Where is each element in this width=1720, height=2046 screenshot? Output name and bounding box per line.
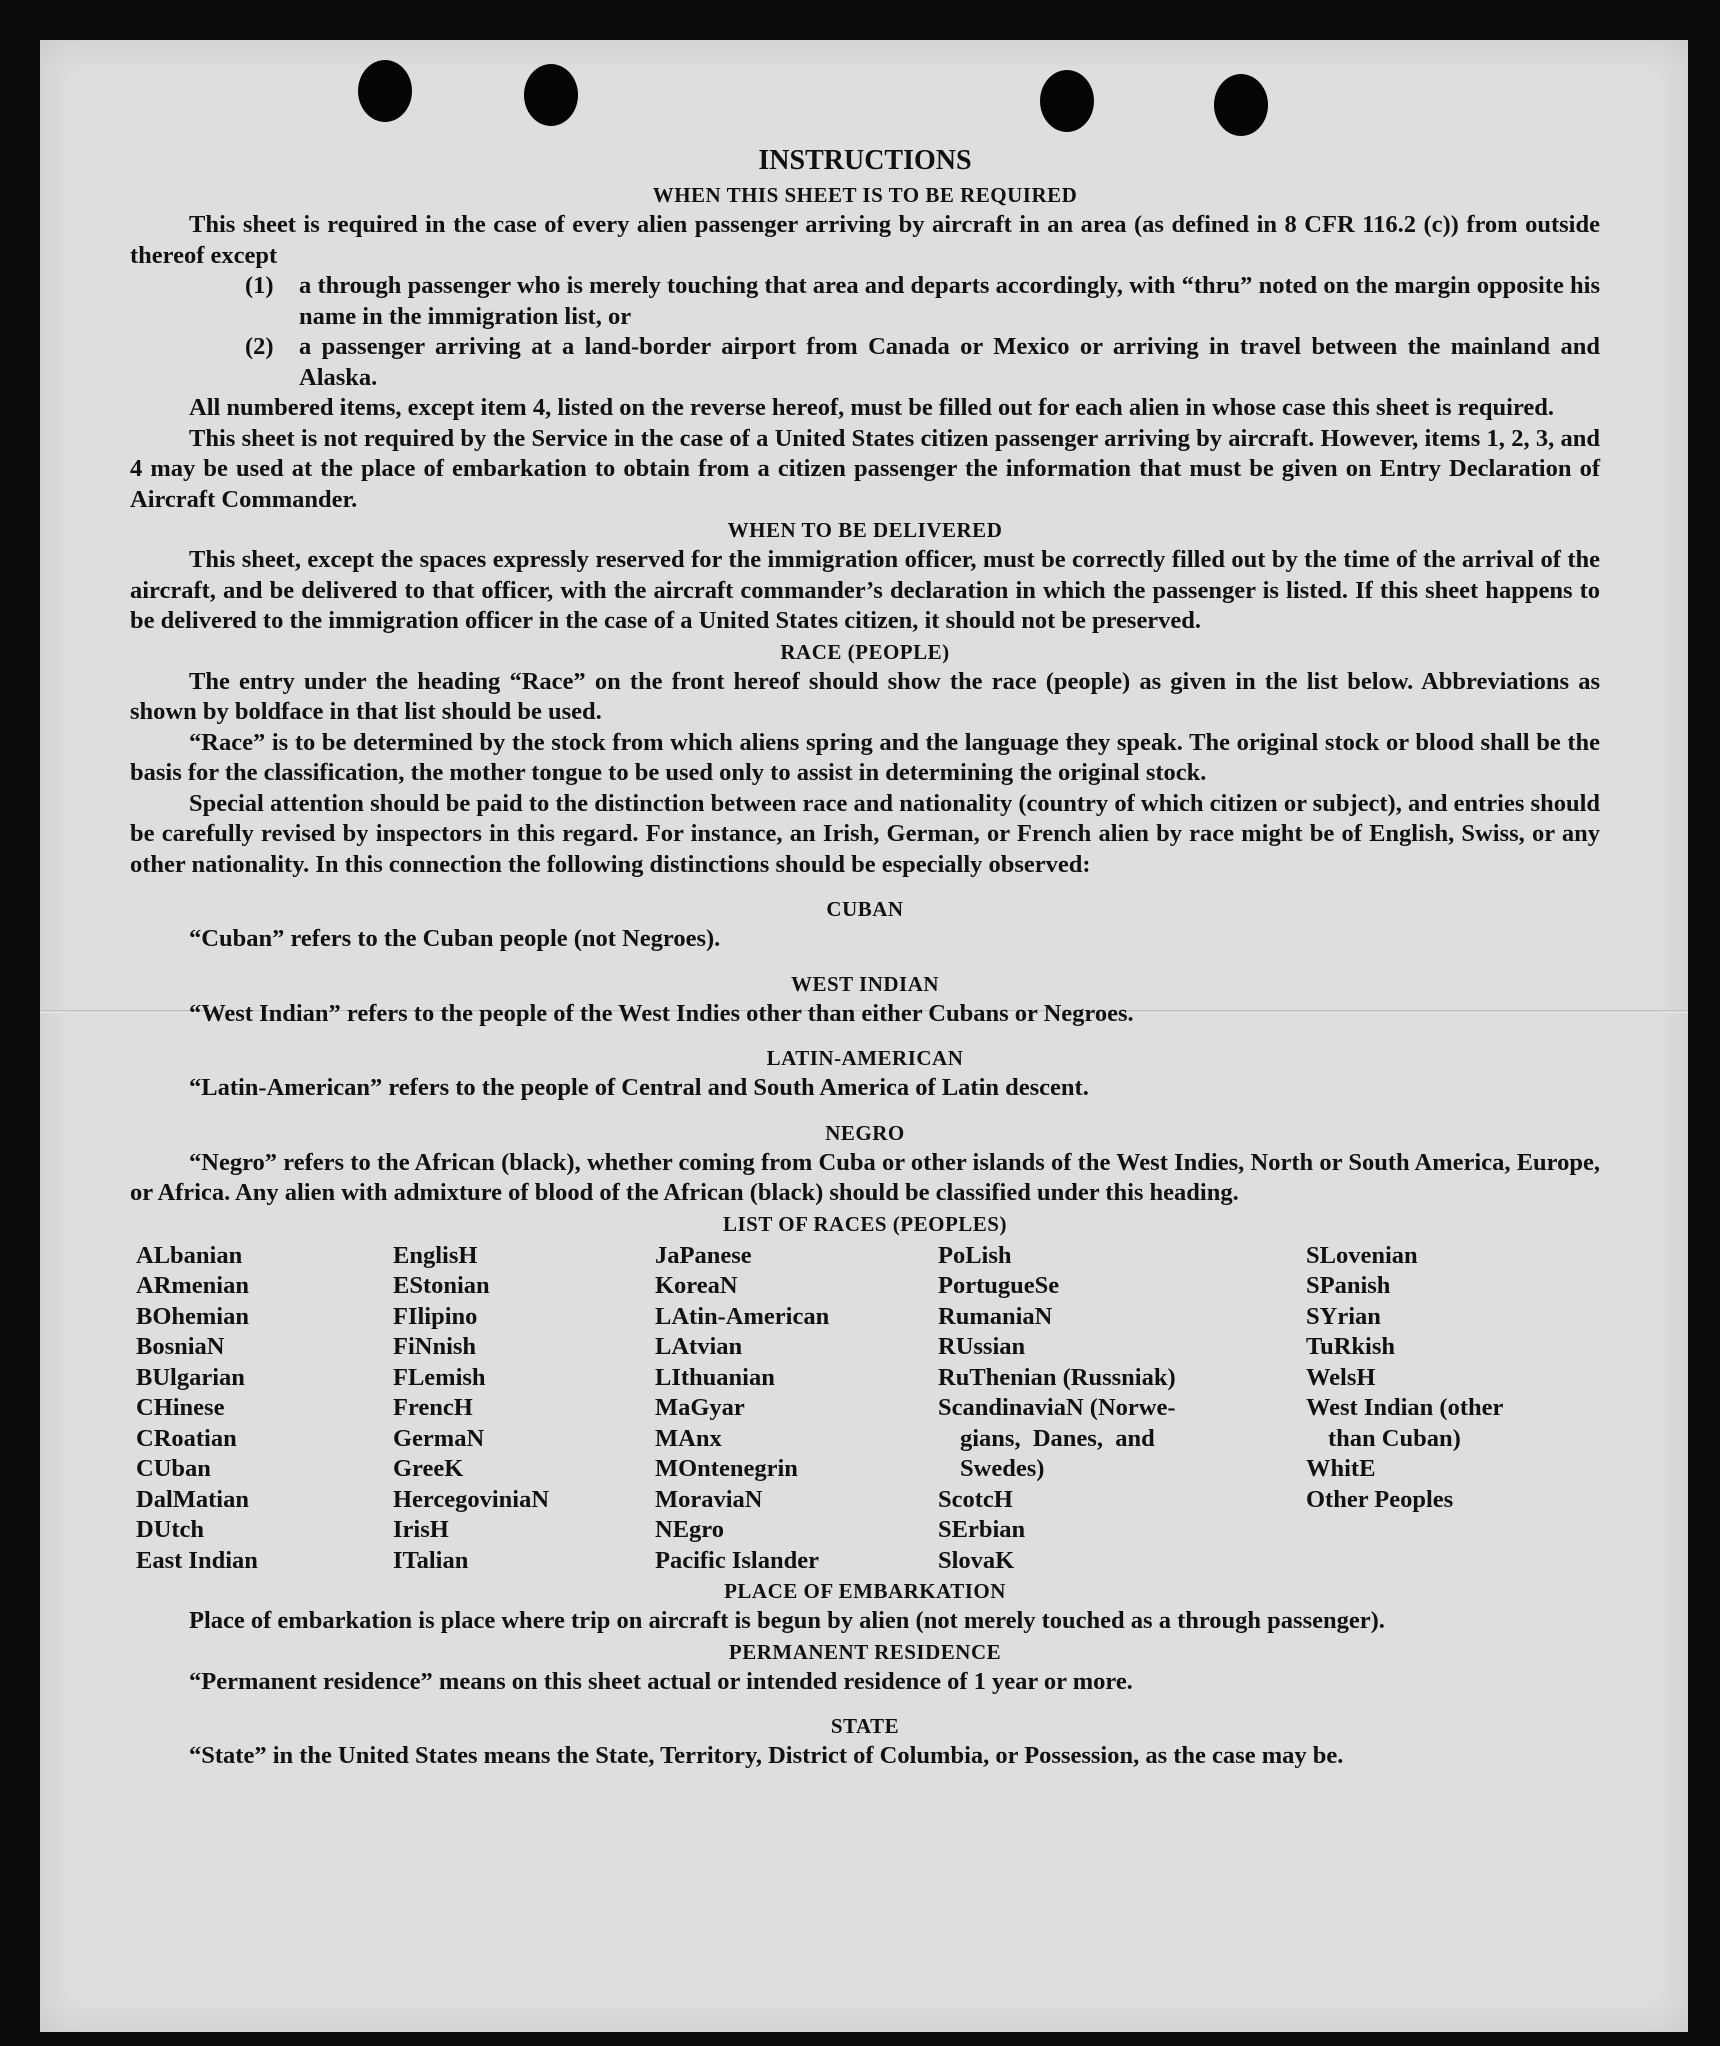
section-heading: LATIN-AMERICAN xyxy=(766,1046,964,1070)
race-entry: Other Peoples xyxy=(1306,1485,1454,1513)
race-column xyxy=(136,1241,393,1577)
paragraph: “Latin-American” refers to the people of Central and South America of Latin descent. xyxy=(189,1074,1089,1101)
paragraph: “Negro” refers to the African (black), whether coming from Cuba or other islands of the West Indies, North or South America, Europe, or Africa. Any alien with admixture of blood of the African (black) should be classified under this heading. xyxy=(130,1148,1600,1206)
section-heading: PERMANENT RESIDENCE xyxy=(728,1639,1002,1664)
race-entry: SlovaK xyxy=(938,1546,1015,1574)
race-entry: GreeK xyxy=(393,1455,464,1482)
paragraph: The entry under the heading “Race” on the front hereof should show the race (people) as given in the list below. Abbreviations as shown by boldface in that list should be used. xyxy=(130,667,1600,725)
race-entry: MaGyar xyxy=(655,1394,745,1421)
item-text: a through passenger who is merely touching that area and departs accordingly, with “thru” noted on the margin opposite his name in the immigration list, or xyxy=(299,272,1600,330)
race-entry: SYrian xyxy=(1306,1302,1381,1330)
item-text: a passenger arriving at a land-border airport from Canada or Mexico or arriving in travel between the mainland and Alaska. xyxy=(299,333,1600,391)
section-heading: WHEN TO BE DELIVERED xyxy=(727,518,1003,542)
race-entry: LAtvian xyxy=(655,1333,743,1360)
race-list xyxy=(136,1241,1600,1577)
punch-hole xyxy=(1214,74,1268,136)
race-entry: DUtch xyxy=(136,1516,205,1543)
race-entry: SLovenian xyxy=(1306,1241,1418,1269)
paragraph: Place of embarkation is place where trip on aircraft is begun by alien (not merely touched as a through passenger). xyxy=(189,1607,1385,1634)
race-entry: West Indian (other xyxy=(1306,1394,1504,1421)
section-heading: RACE (PEOPLE) xyxy=(780,639,950,664)
race-entry: LAtin-American xyxy=(655,1302,830,1330)
race-entry: ARmenian xyxy=(136,1272,249,1299)
section-heading: STATE xyxy=(830,1714,900,1738)
race-entry: MoraviaN xyxy=(655,1485,763,1513)
section-heading: WHEN THIS SHEET IS TO BE REQUIRED xyxy=(652,183,1078,207)
race-entry: RumaniaN xyxy=(938,1302,1053,1330)
race-column xyxy=(393,1241,655,1577)
race-entry: NEgro xyxy=(655,1516,724,1543)
race-entry: ITalian xyxy=(393,1546,469,1574)
race-entry: ScandinaviaN (Norwe- xyxy=(938,1394,1176,1421)
race-column xyxy=(1306,1241,1566,1577)
race-entry: BosniaN xyxy=(136,1333,225,1360)
list-item xyxy=(130,271,1600,332)
race-column xyxy=(938,1241,1306,1577)
document-page xyxy=(40,40,1688,2032)
paragraph: All numbered items, except item 4, listed on the reverse hereof, must be filled out for each alien in whose case this sheet is required. xyxy=(189,394,1555,421)
race-entry: IrisH xyxy=(393,1516,449,1543)
race-entry: CUban xyxy=(136,1455,211,1482)
paragraph: This sheet is not required by the Service in the case of a United States citizen passenger arriving by aircraft. However, items 1, 2, 3, and 4 may be used at the place of embarkation to obtain from a citizen passenger the information that must be given on Entry Declaration of Aircraft Commander. xyxy=(130,424,1600,513)
section-heading: NEGRO xyxy=(825,1120,905,1145)
paragraph: “State” in the United States means the State, Territory, District of Columbia, or Possession, as the case may be. xyxy=(189,1742,1344,1769)
race-entry: CHinese xyxy=(136,1394,225,1421)
race-entry: PortugueSe xyxy=(938,1272,1060,1299)
race-entry: ALbanian xyxy=(136,1241,243,1269)
race-entry: JaPanese xyxy=(655,1241,752,1269)
race-entry: LIthuanian xyxy=(655,1363,775,1391)
punch-hole xyxy=(524,64,578,126)
race-entry: CRoatian xyxy=(136,1424,237,1452)
item-number: (1) xyxy=(245,272,274,299)
race-entry-continued: than Cuban) xyxy=(1328,1424,1461,1452)
race-entry: FiNnish xyxy=(393,1333,477,1360)
race-entry: Pacific Islander xyxy=(655,1546,819,1574)
race-entry: WelsH xyxy=(1306,1363,1376,1391)
race-entry: FLemish xyxy=(393,1363,486,1391)
instructions-text xyxy=(130,144,1600,1772)
paragraph: “West Indian” refers to the people of the West Indies other than either Cubans or Negroes. xyxy=(189,999,1134,1027)
page-title: INSTRUCTIONS xyxy=(758,145,972,176)
section-heading: LIST OF RACES (PEOPLES) xyxy=(723,1211,1007,1236)
section-heading: WEST INDIAN xyxy=(790,971,940,996)
race-entry: BOhemian xyxy=(136,1302,249,1330)
race-entry: MOntenegrin xyxy=(655,1455,798,1482)
race-entry-continued: gians, Danes, and xyxy=(960,1424,1155,1452)
race-entry: WhitE xyxy=(1306,1455,1376,1482)
race-entry: EStonian xyxy=(393,1272,490,1299)
race-entry: KoreaN xyxy=(655,1272,738,1299)
race-entry: RUssian xyxy=(938,1333,1026,1360)
race-entry: MAnx xyxy=(655,1424,722,1452)
paragraph: This sheet, except the spaces expressly reserved for the immigration officer, must be correctly filled out by the time of the arrival of the aircraft, and be delivered to that officer, with the aircraft commander’s declaration in which the passenger is listed. If this sheet happens to be delivered to the immigration officer in the case of a United States citizen, it should not be preserved. xyxy=(130,546,1600,634)
race-entry: DalMatian xyxy=(136,1485,249,1513)
race-entry: EnglisH xyxy=(393,1241,478,1269)
race-column xyxy=(655,1241,938,1577)
race-entry: ScotcH xyxy=(938,1485,1013,1513)
list-item xyxy=(130,332,1600,393)
item-number: (2) xyxy=(245,333,274,360)
section-heading: CUBAN xyxy=(826,897,904,921)
race-entry: FrencH xyxy=(393,1394,473,1421)
race-entry: FIlipino xyxy=(393,1302,478,1330)
race-entry: East Indian xyxy=(136,1546,258,1574)
punch-hole xyxy=(1040,70,1094,132)
race-entry: HercegoviniaN xyxy=(393,1485,550,1513)
race-entry: RuThenian (Russniak) xyxy=(938,1363,1176,1391)
paragraph: This sheet is required in the case of every alien passenger arriving by aircraft in an area (as defined in 8 CFR 116.2 (c)) from outside thereof except xyxy=(130,211,1600,269)
race-entry-continued: Swedes) xyxy=(960,1455,1045,1482)
race-entry: BUlgarian xyxy=(136,1363,245,1391)
race-entry: TuRkish xyxy=(1306,1333,1396,1360)
paragraph: Special attention should be paid to the distinction between race and nationality (country of which citizen or subject), and entries should be carefully revised by inspectors in this regard. For instance, an Irish, German, or French alien by race might be of English, Swiss, or any other nationality. In this connection the following distinctions should be especially observed: xyxy=(130,789,1600,878)
race-entry: GermaN xyxy=(393,1424,485,1452)
race-entry: SPanish xyxy=(1306,1272,1391,1299)
paragraph: “Race” is to be determined by the stock from which aliens spring and the language they speak. The original stock or blood shall be the basis for the classification, the mother tongue to be used only to assist in determining the original stock. xyxy=(130,728,1600,786)
race-entry: PoLish xyxy=(938,1241,1012,1269)
race-entry: SErbian xyxy=(938,1516,1026,1543)
paragraph: “Cuban” refers to the Cuban people (not Negroes). xyxy=(189,925,721,952)
punch-hole xyxy=(358,60,412,122)
paragraph: “Permanent residence” means on this sheet actual or intended residence of 1 year or more. xyxy=(189,1667,1133,1695)
section-heading: PLACE OF EMBARKATION xyxy=(724,1579,1006,1603)
